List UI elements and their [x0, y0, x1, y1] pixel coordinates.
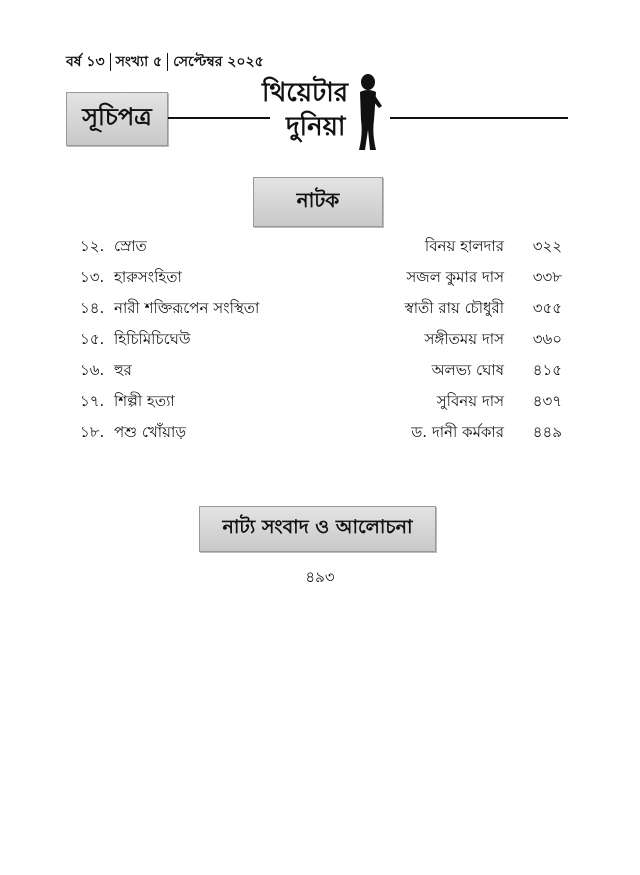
- drama-contents-list: [80, 232, 562, 449]
- issue-number: সংখ্যা ৫: [115, 54, 163, 70]
- item-author: স্বাতী রায় চৌধুরী: [404, 299, 504, 317]
- item-number: ১৮.: [80, 423, 105, 441]
- list-item: [80, 325, 562, 356]
- item-author: সঙ্গীতময় দাস: [424, 330, 504, 348]
- item-number: ১৭.: [80, 392, 105, 410]
- item-author: সজল কুমার দাস: [406, 268, 504, 286]
- list-item: [80, 263, 562, 294]
- item-page: ৪৩৭: [532, 392, 562, 410]
- item-number: ১৩.: [80, 268, 105, 286]
- item-author: বিনয় হালদার: [424, 237, 504, 255]
- item-number: ১৬.: [80, 361, 105, 379]
- item-title: হারুসংহিতা: [114, 268, 182, 286]
- list-item: [80, 232, 562, 263]
- volume-year: বর্ষ ১৩: [66, 54, 105, 70]
- item-title: শিল্পী হত্যা: [114, 392, 175, 410]
- item-title: হুর: [114, 361, 132, 379]
- item-page: ৩৩৮: [532, 268, 562, 286]
- section-news-heading: নাট্য সংবাদ ও আলোচনা: [199, 506, 436, 552]
- list-item: [80, 356, 562, 387]
- item-author: অলভ্য ঘোষ: [431, 361, 504, 379]
- section-drama-heading: নাটক: [253, 177, 383, 227]
- divider: [110, 53, 111, 71]
- item-author: সুবিনয় দাস: [436, 392, 504, 410]
- issue-info: [66, 50, 264, 74]
- list-item: [80, 418, 562, 449]
- divider: [167, 53, 168, 71]
- list-item: [80, 387, 562, 418]
- item-title: হিচিমিচিঘেউ: [114, 330, 191, 348]
- logo-line-2: দুনিয়া: [286, 112, 346, 142]
- item-page: ৩৬০: [532, 330, 562, 348]
- rule-left: [168, 117, 270, 119]
- item-number: ১৪.: [80, 299, 105, 317]
- item-title: পশু খোঁয়াড়: [114, 423, 187, 441]
- item-author: ড. দানী কর্মকার: [411, 423, 504, 441]
- actor-silhouette-icon: [352, 72, 382, 152]
- item-number: ১২.: [80, 237, 105, 255]
- item-page: ৩৫৫: [532, 299, 562, 317]
- item-title: স্রোত: [114, 237, 147, 255]
- logo-line-1: থিয়েটার: [262, 78, 349, 108]
- magazine-logo: [258, 72, 384, 152]
- issue-month: সেপ্টেম্বর ২০২৫: [173, 54, 264, 70]
- contents-heading: সূচিপত্র: [66, 92, 168, 146]
- item-page: ৪৪৯: [532, 423, 562, 441]
- item-page: ৪১৫: [532, 361, 562, 379]
- rule-right: [390, 117, 568, 119]
- section-news-page: ৪৯৩: [305, 568, 335, 586]
- item-number: ১৫.: [80, 330, 105, 348]
- list-item: [80, 294, 562, 325]
- item-page: ৩২২: [532, 237, 562, 255]
- item-title: নারী শক্তিরূপেন সংস্থিতা: [114, 299, 260, 317]
